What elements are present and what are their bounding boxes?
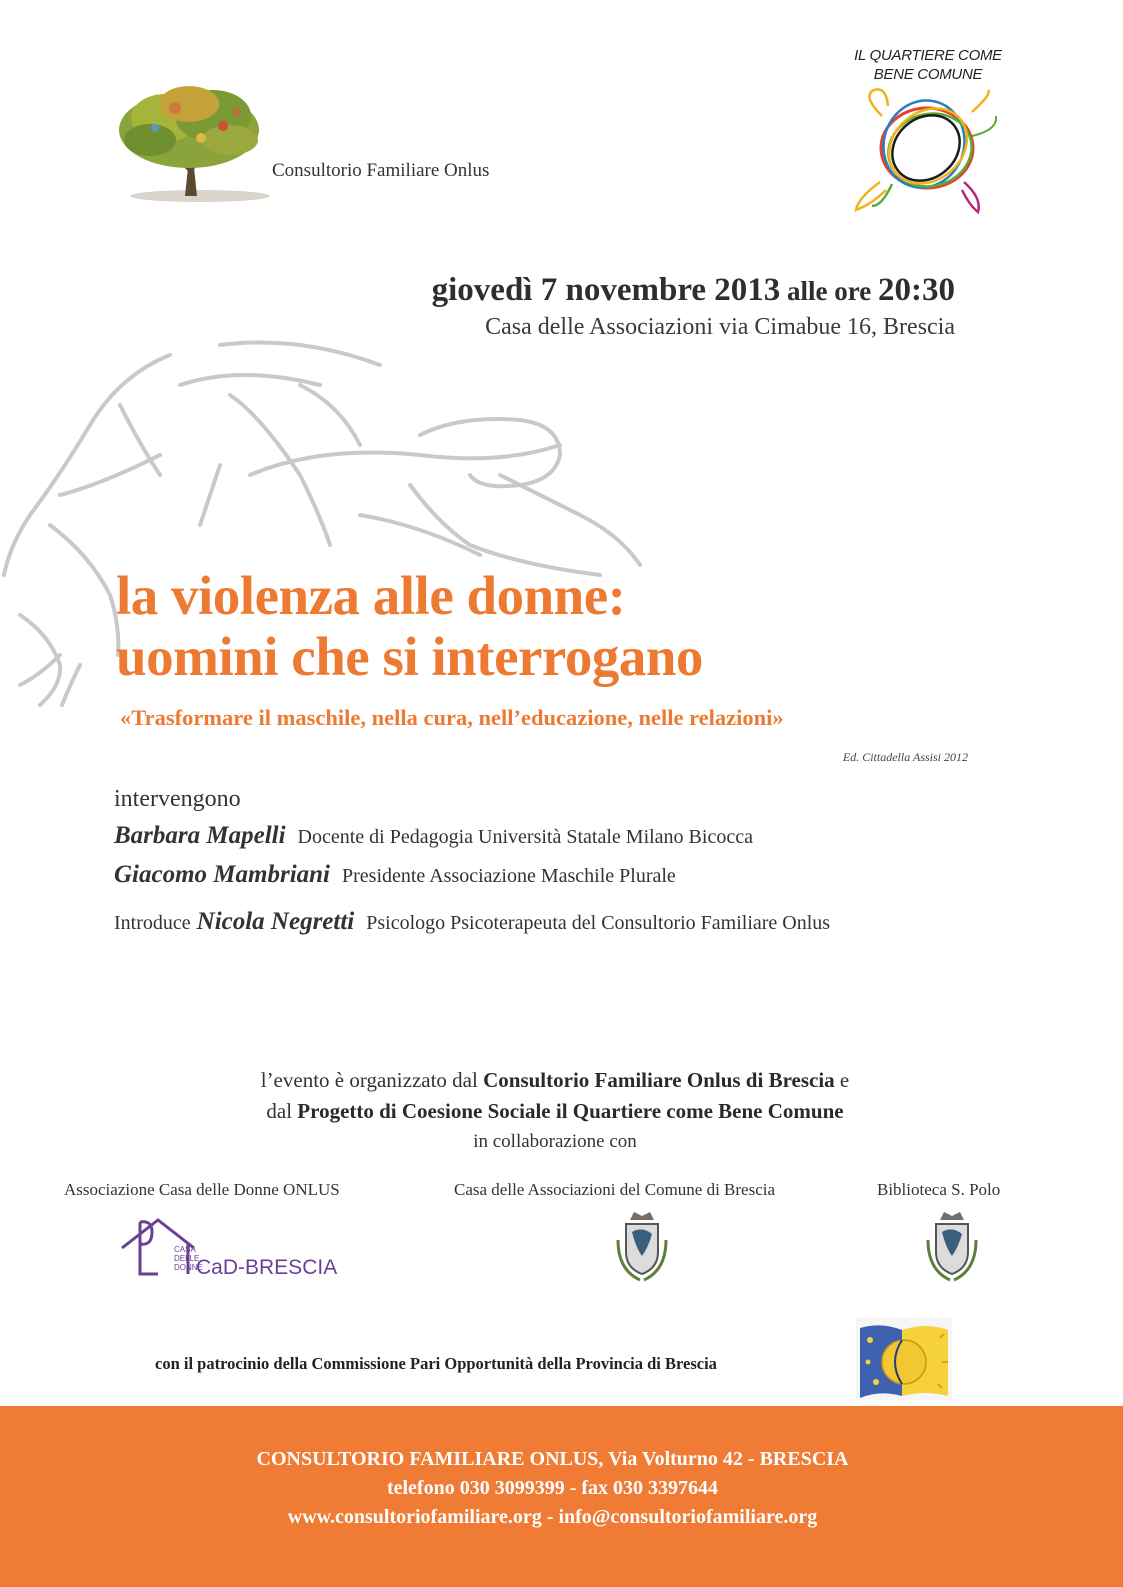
partner-caption: Casa delle Associazioni del Comune di Brescia xyxy=(454,1180,776,1199)
event-date-line xyxy=(432,272,955,309)
cad-logo-small-2: DELLE xyxy=(174,1254,200,1263)
intro-name: Nicola Negretti xyxy=(196,908,355,935)
organizer-text: l’evento è organizzato dal xyxy=(260,1068,484,1092)
cad-logo-text: CaD-BRESCIA xyxy=(196,1256,338,1279)
cad-logo-small-1: CASA xyxy=(174,1245,196,1254)
speaker-row xyxy=(114,822,753,850)
organizer-name: Progetto di Coesione Sociale il Quartiere come Bene Comune xyxy=(297,1099,844,1123)
speaker-role: Presidente Associazione Maschile Plurale xyxy=(342,865,676,887)
project-logo-line2: BENE COMUNE xyxy=(873,66,983,83)
cad-brescia-logo xyxy=(118,1214,358,1284)
org-name: Consultorio Familiare Onlus xyxy=(272,160,490,181)
organizer-name: Consultorio Familiare Onlus di Brescia xyxy=(483,1068,835,1092)
event-time: 20:30 xyxy=(878,272,955,308)
edition-note: Ed. Cittadella Assisi 2012 xyxy=(842,750,968,764)
intro-label: Introduce xyxy=(114,912,191,934)
organizer-line xyxy=(0,1099,1110,1124)
event-date: giovedì 7 novembre 2013 xyxy=(431,272,781,308)
speaker-name: Barbara Mapelli xyxy=(114,822,286,849)
organizer-text: dal xyxy=(266,1099,298,1123)
cad-logo-small-3: DONNE xyxy=(174,1263,203,1272)
project-logo-line1: IL QUARTIERE COME xyxy=(854,47,1002,64)
intro-row xyxy=(114,908,830,936)
crest-icon xyxy=(614,1210,670,1284)
colored-loops-icon xyxy=(852,86,1002,216)
sun-moon-icon xyxy=(830,1310,970,1405)
speaker-row xyxy=(114,861,676,889)
page-subtitle: «Trasformare il maschile, nella cura, nell’educazione, nelle relazioni» xyxy=(120,705,784,730)
partner-caption: Biblioteca S. Polo xyxy=(877,1180,1001,1199)
footer-phone: telefono 030 3099399 - fax 030 3397644 xyxy=(386,1477,719,1499)
intro-role: Psicologo Psicoterapeuta del Consultorio Familiare Onlus xyxy=(366,912,831,934)
speakers-label: intervengono xyxy=(114,786,241,812)
patronage-text: con il patrocinio della Commissione Pari Opportunità della Provincia di Brescia xyxy=(155,1354,717,1373)
speaker-name: Giacomo Mambriani xyxy=(114,861,330,888)
footer-address: CONSULTORIO FAMILIARE ONLUS, Via Volturno 42 - BRESCIA xyxy=(256,1448,849,1470)
partner-caption: Associazione Casa delle Donne ONLUS xyxy=(64,1180,340,1199)
tree-icon xyxy=(105,78,273,206)
organizer-line xyxy=(0,1068,1110,1093)
event-time-label: alle ore xyxy=(780,276,878,306)
event-venue: Casa delle Associazioni via Cimabue 16, Brescia xyxy=(485,314,955,340)
collaboration-label: in collaborazione con xyxy=(473,1131,637,1152)
speaker-role: Docente di Pedagogia Università Statale Milano Bicocca xyxy=(297,826,753,848)
crest-icon xyxy=(924,1210,980,1284)
organizer-text: e xyxy=(834,1068,850,1092)
page-title-line2: uomini che si interrogano xyxy=(116,626,703,687)
page-title-line1: la violenza alle donne: xyxy=(116,565,626,626)
project-logo-title xyxy=(838,46,1018,84)
footer-contacts[interactable]: www.consultoriofamiliare.org - info@consultoriofamiliare.org xyxy=(287,1506,818,1528)
